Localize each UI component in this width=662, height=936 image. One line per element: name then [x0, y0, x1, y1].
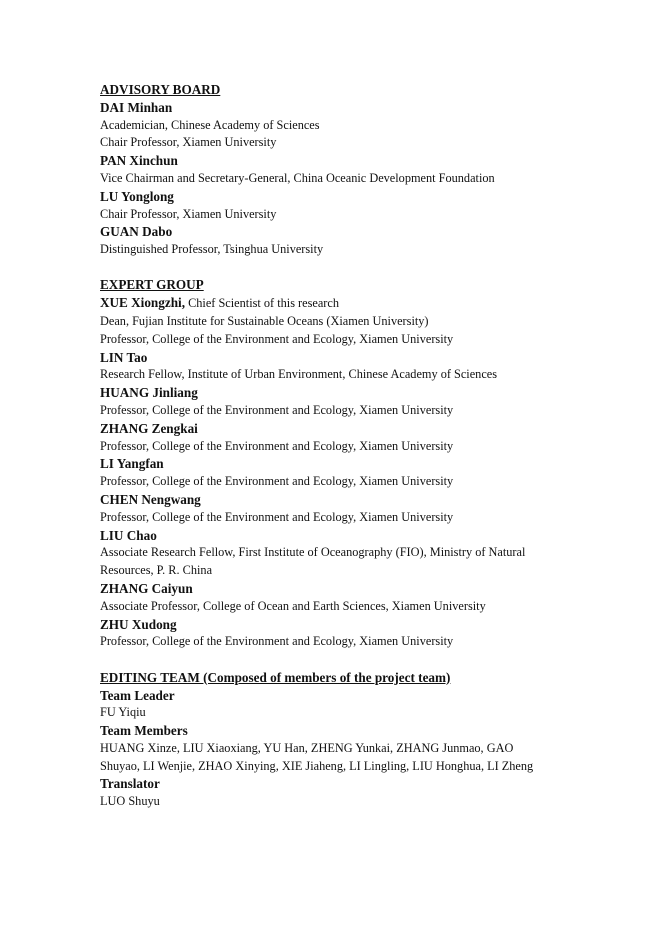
role-people: Shuyao, LI Wenjie, ZHAO Xinying, XIE Jiaheng, LI Lingling, LIU Honghua, LI Zheng: [100, 758, 534, 773]
member-affiliation: Dean, Fujian Institute for Sustainable Oceans (Xiamen University): [100, 314, 429, 329]
member-affiliation: Professor, College of the Environment and Ecology, Xiamen University: [100, 331, 454, 346]
member-name: LIN Tao: [100, 349, 148, 365]
member-affiliation: Associate Research Fellow, First Institute of Oceanography (FIO), Ministry of Natural: [100, 545, 526, 560]
role-people: HUANG Xinze, LIU Xiaoxiang, YU Han, ZHENG Yunkai, ZHANG Junmao, GAO: [100, 740, 514, 755]
advisory-board-section: [100, 81, 570, 259]
expert-member: [100, 349, 570, 385]
member-name-line: [100, 294, 570, 313]
member-affiliation: Distinguished Professor, Tsinghua University: [100, 242, 324, 257]
editing-role: [100, 775, 570, 811]
expert-member: [100, 616, 570, 652]
member-affiliation: Professor, College of the Environment and Ecology, Xiamen University: [100, 474, 454, 489]
member-affiliation: Chair Professor, Xiamen University: [100, 206, 277, 221]
member-affiliation: Chair Professor, Xiamen University: [100, 135, 277, 150]
member-name: CHEN Nengwang: [100, 492, 201, 508]
editing-team-section: [100, 669, 570, 811]
expert-member: [100, 580, 570, 616]
member-role-note: Chief Scientist of this research: [185, 296, 340, 311]
editing-role: [100, 722, 570, 775]
advisory-board-heading: ADVISORY BOARD: [100, 82, 221, 97]
member-name: DAI Minhan: [100, 99, 173, 115]
member-name: XUE Xiongzhi,: [100, 295, 185, 311]
advisory-member: [100, 99, 570, 152]
expert-member: [100, 384, 570, 420]
document-page: [100, 81, 570, 811]
member-affiliation: Associate Professor, College of Ocean and Earth Sciences, Xiamen University: [100, 598, 486, 613]
editing-role: [100, 687, 570, 723]
member-affiliation: Vice Chairman and Secretary-General, China Oceanic Development Foundation: [100, 170, 495, 185]
editing-team-heading: EDITING TEAM (Composed of members of the project team): [100, 669, 451, 685]
role-people: LUO Shuyu: [100, 794, 160, 809]
member-name: ZHU Xudong: [100, 616, 177, 632]
role-title: Team Members: [100, 723, 188, 739]
member-name: LU Yonglong: [100, 188, 174, 204]
role-title: Translator: [100, 776, 160, 792]
expert-member: [100, 294, 570, 348]
expert-group-section: [100, 276, 570, 651]
member-affiliation: Professor, College of the Environment and Ecology, Xiamen University: [100, 509, 454, 524]
expert-group-heading: EXPERT GROUP: [100, 277, 204, 293]
member-name: LIU Chao: [100, 527, 157, 543]
role-title: Team Leader: [100, 687, 175, 703]
advisory-member: [100, 223, 570, 259]
role-people: FU Yiqiu: [100, 705, 146, 720]
member-name: GUAN Dabo: [100, 224, 173, 240]
expert-member: [100, 455, 570, 491]
member-affiliation: Professor, College of the Environment and Ecology, Xiamen University: [100, 634, 454, 649]
member-name: PAN Xinchun: [100, 153, 178, 169]
expert-member: [100, 420, 570, 456]
member-affiliation: Professor, College of the Environment and Ecology, Xiamen University: [100, 438, 454, 453]
expert-member: [100, 527, 570, 580]
member-name: HUANG Jinliang: [100, 385, 198, 401]
member-name: ZHANG Caiyun: [100, 581, 193, 597]
advisory-member: [100, 188, 570, 224]
member-affiliation: Research Fellow, Institute of Urban Environment, Chinese Academy of Sciences: [100, 367, 498, 382]
expert-member: [100, 491, 570, 527]
advisory-member: [100, 152, 570, 188]
member-affiliation: Academician, Chinese Academy of Sciences: [100, 117, 320, 132]
member-name: ZHANG Zengkai: [100, 420, 198, 436]
member-affiliation: Resources, P. R. China: [100, 563, 213, 578]
member-affiliation: Professor, College of the Environment and Ecology, Xiamen University: [100, 403, 454, 418]
member-name: LI Yangfan: [100, 456, 164, 472]
